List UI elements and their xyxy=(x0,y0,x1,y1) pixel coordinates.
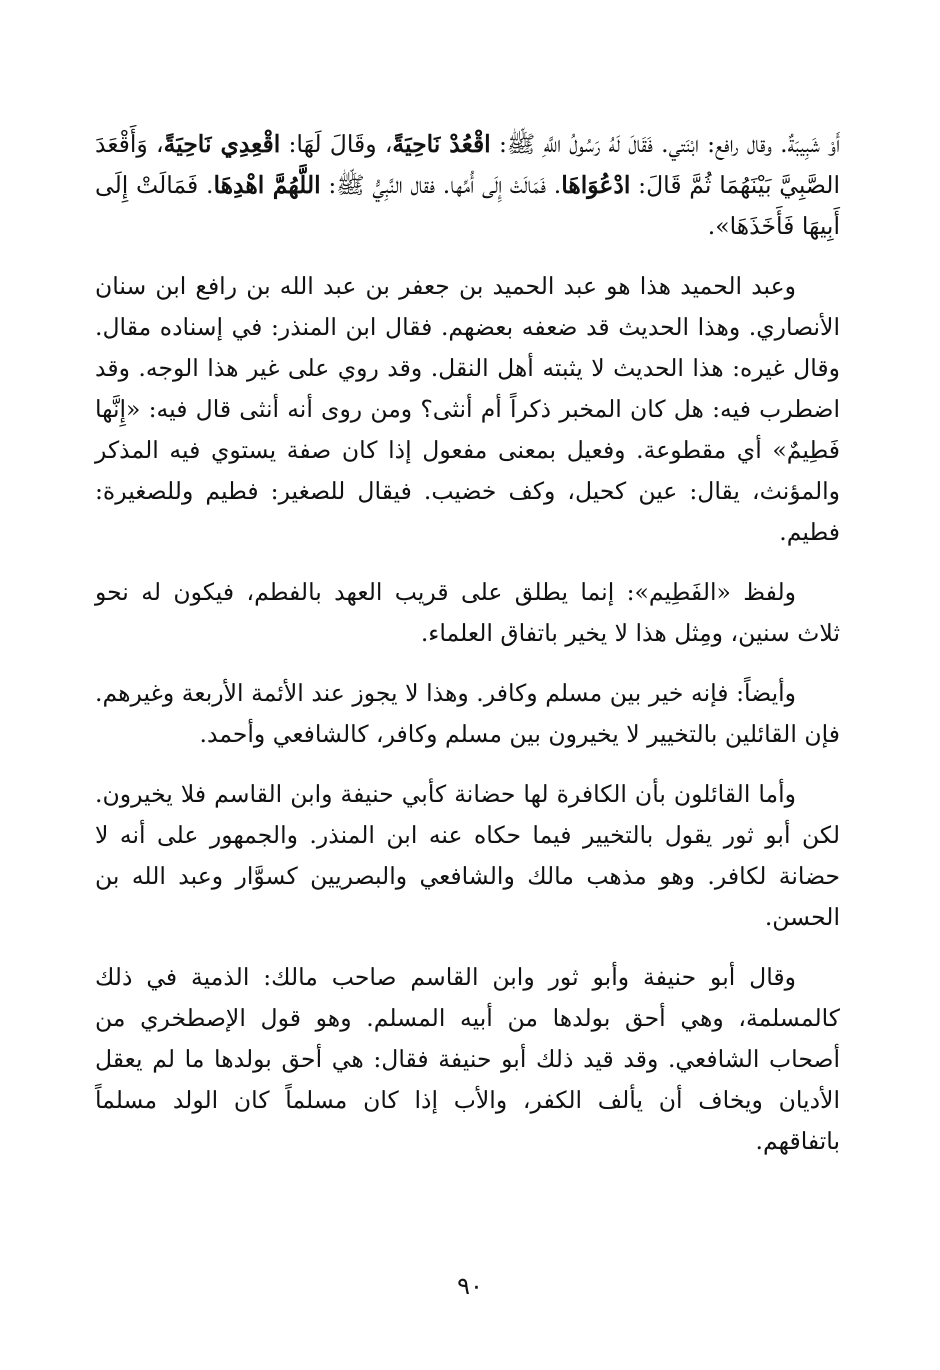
text-segment: وأما القائلون بأن الكافرة لها حضانة كأبي حنيفة وابن القاسم فلا يخيرون. لكن أبو ثور يقول بالتخيير فيما حكاه عنه ابن المنذر. والجمهور على أنه لا حضانة لكافر. وهو مذهب مالك والشافعي والبصريين كسوَّار وعبد الله بن الحسن. xyxy=(95,780,840,931)
text-segment: وعبد الحميد هذا هو عبد الحميد بن جعفر بن عبد الله بن رافع ابن سنان الأنصاري. وهذا الحديث قد ضعفه بعضهم. فقال ابن المنذر: في إسناده مقال. وقال غيره: هذا الحديث لا يثبته أهل النقل. وقد روي على غير هذا الوجه. وقد اضطرب فيه: هل كان المخبر ذكراً أم أنثى؟ ومن روى أنه أنثى قال فيه: «إِنَّها فَطِيمٌ» أي مقطوعة. وفعيل بمعنى مفعول إذا كان صفة يستوي فيه المذكر والمؤنث، يقال: عين كحيل، وكف خضيب. فيقال للصغير: فطيم وللصغيرة: فطيم. xyxy=(95,272,840,546)
text-segment: . فَمَالَتْ إِلَى أُمِّها. فقال النَّبِيُّ ﷺ: xyxy=(320,171,562,199)
text-segment: ، وَأَقْعَدَ الصَّبِيَّ بَيْنَهُمَا ثُمَّ قَالَ: xyxy=(95,130,840,199)
paragraph-p6 xyxy=(95,957,840,1162)
text-segment: ولفظ «الفَطِيم»: إنما يطلق على قريب العهد بالفطم، فيكون له نحو ثلاث سنين، ومِثل هذا لا يخير باتفاق العلماء. xyxy=(95,578,840,647)
text-segment: . فَمَالَتْ إِلَى أَبِيهَا فَأَخَذَهَا». xyxy=(95,171,840,240)
text-segment: ، وقَالَ لَهَا: xyxy=(280,130,393,158)
text-segment: أَوْ شَبِيبَةٌ. وقال رافع: ابْنَتي. فَقَالَ لَهُ رَسُولُ اللَّهِ ﷺ: xyxy=(490,130,841,158)
paragraph-p4 xyxy=(95,673,840,755)
page-body xyxy=(95,124,840,1181)
paragraph-p5 xyxy=(95,774,840,938)
bold-text-segment: اقْعِدِي نَاحِيَةً xyxy=(163,130,281,158)
bold-text-segment: ادْعُوَاهَا xyxy=(561,171,631,199)
bold-text-segment: اقْعُدْ نَاحِيَةً xyxy=(392,130,491,158)
paragraph-p1 xyxy=(95,124,840,247)
text-segment: وقال أبو حنيفة وأبو ثور وابن القاسم صاحب مالك: الذمية في ذلك كالمسلمة، وهي أحق بولدها من أبيه المسلم. وهو قول الإصطخري من أصحاب الشافعي. وقد قيد ذلك أبو حنيفة فقال: هي أحق بولدها ما لم يعقل الأديان ويخاف أن يألف الكفر، والأب إذا كان مسلماً كان الولد مسلماً باتفاقهم. xyxy=(95,963,840,1155)
bold-text-segment: اللَّهُمَّ اهْدِهَا xyxy=(213,171,321,199)
page-number: ٩٠ xyxy=(457,1272,483,1300)
paragraph-p2 xyxy=(95,266,840,553)
paragraph-p3 xyxy=(95,572,840,654)
text-segment: وأيضاً: فإنه خير بين مسلم وكافر. وهذا لا يجوز عند الأئمة الأربعة وغيرهم. فإن القائلين بالتخيير لا يخيرون بين مسلم وكافر، كالشافعي وأحمد. xyxy=(95,679,840,748)
